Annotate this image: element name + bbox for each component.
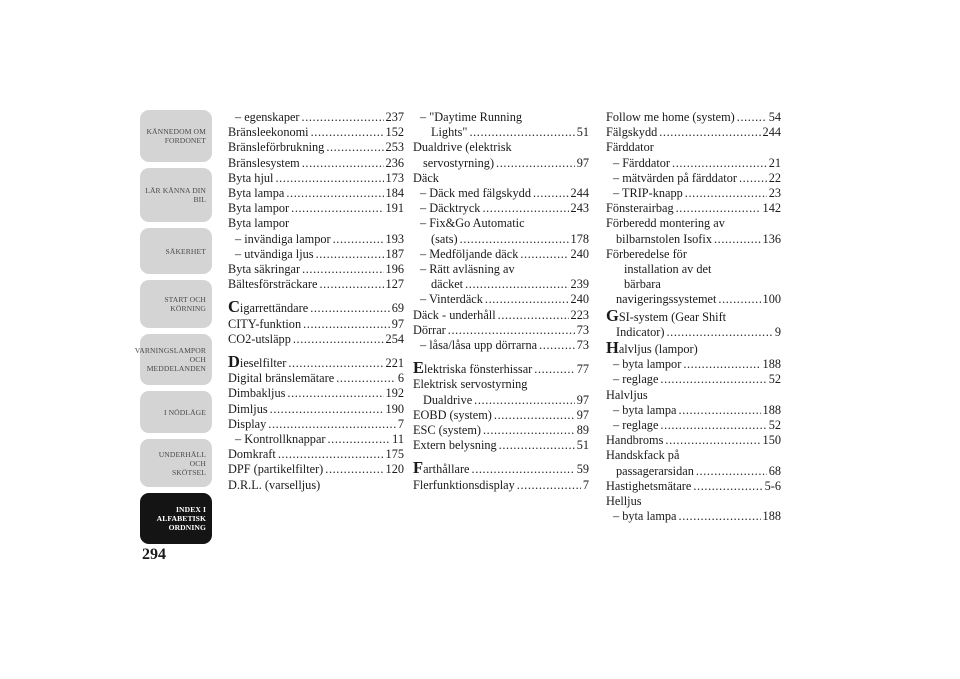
entry-title: Däck - underhåll [413, 307, 496, 322]
leader-dots [676, 201, 761, 216]
chapter-tab-3[interactable] [140, 228, 212, 274]
chapter-tab-5[interactable] [134, 334, 212, 385]
chapter-tab-label: I NÖDLÄGE [163, 407, 206, 417]
entry-title: Display [228, 416, 267, 431]
index-entry [228, 140, 404, 155]
entry-title: Follow me home (system) [606, 110, 735, 124]
index-column-2 [413, 110, 589, 493]
leader-dots [268, 417, 396, 432]
chapter-tab-strip [134, 110, 212, 544]
leader-dots [517, 478, 581, 493]
leader-dots [275, 171, 383, 186]
index-entry [228, 371, 404, 386]
entry-continuation: Indicator) [616, 324, 665, 339]
leader-dots [696, 464, 767, 479]
page-reference[interactable]: 152 [385, 125, 404, 140]
index-entry [228, 232, 404, 247]
chapter-tab-label: UNDERHÅLL OCH SKÖTSEL [158, 449, 206, 477]
leader-dots [302, 110, 384, 125]
entry-continuation: installation av det [624, 262, 712, 277]
page-reference[interactable]: 223 [570, 307, 589, 322]
entry-title: CO2-utsläpp [228, 331, 291, 346]
entry-title: – Vinterdäck [420, 292, 483, 307]
leader-dots [693, 479, 762, 494]
page-reference[interactable]: 190 [385, 401, 404, 416]
page-reference[interactable]: 184 [385, 186, 404, 201]
leader-dots [714, 232, 761, 247]
index-entry [413, 408, 589, 423]
entry-title: Dimbakljus [228, 386, 286, 401]
index-entry [228, 354, 404, 371]
entry-title: EOBD (system) [413, 407, 492, 422]
page-reference[interactable]: 9 [774, 324, 781, 339]
index-entry [228, 216, 404, 231]
index-entry [413, 216, 589, 246]
index-entry [413, 186, 589, 201]
page-reference[interactable]: 236 [385, 155, 404, 170]
page-reference[interactable]: 21 [768, 155, 781, 170]
entry-title: – Medföljande däck [420, 246, 519, 261]
page-reference[interactable]: 100 [762, 292, 781, 307]
leader-dots [718, 292, 760, 307]
chapter-tab-label: START OCH KÖRNING [164, 295, 206, 313]
leader-dots [679, 509, 761, 524]
entry-continuation: passagerarsidan [616, 463, 694, 478]
page-reference[interactable]: 192 [385, 386, 404, 401]
leader-dots [739, 171, 767, 186]
page-reference[interactable]: 51 [576, 125, 589, 140]
leader-dots [270, 402, 384, 417]
index-entry [606, 494, 781, 509]
chapter-tab-label: VARNINGSLAMPOR OCH MEDDELANDEN [134, 346, 206, 373]
page-reference[interactable]: 244 [762, 125, 781, 140]
entry-title: Dimljus [228, 401, 268, 416]
entry-title: Domkraft [228, 447, 276, 462]
entry-title: Extern belysning [413, 438, 497, 453]
leader-dots [302, 156, 384, 171]
page-reference[interactable]: 54 [768, 110, 781, 124]
page-reference[interactable]: 191 [385, 201, 404, 216]
entry-title: Handskfack på [606, 448, 680, 463]
entry-title: Cigarrettändare [228, 297, 309, 317]
leader-dots [660, 372, 766, 387]
leader-dots [683, 357, 760, 372]
leader-dots [485, 292, 569, 307]
leader-dots [302, 262, 383, 277]
leader-dots [328, 432, 391, 447]
page-reference[interactable]: 22 [768, 170, 781, 185]
entry-title: – TRIP-knapp [613, 186, 683, 201]
index-entry [228, 171, 404, 186]
index-entry [606, 418, 781, 433]
entry-title: – låsa/låsa upp dörrarna [420, 338, 538, 353]
leader-dots [316, 247, 384, 262]
entry-title: – mätvärden på färddator [613, 170, 737, 185]
page-reference[interactable]: 253 [385, 140, 404, 155]
entry-continuation: (sats) [431, 231, 458, 246]
index-entry [606, 305, 781, 340]
index-entry [228, 201, 404, 216]
leader-dots [293, 332, 384, 347]
entry-title: Byta lampor [228, 216, 290, 231]
leader-dots [672, 156, 767, 171]
index-entry [606, 388, 781, 403]
entry-title: Elektriska fönsterhissar [413, 358, 533, 378]
index-entry [228, 447, 404, 462]
entry-title: Byta lampa [228, 186, 285, 201]
index-entry [413, 110, 589, 140]
page-reference[interactable]: 52 [768, 372, 781, 387]
page-reference[interactable]: 240 [570, 246, 589, 261]
leader-dots [448, 323, 575, 338]
chapter-tab-label: INDEX I ALFABETISK ORDNING [156, 505, 206, 532]
index-entry [606, 372, 781, 387]
entry-title: Farthållare [413, 458, 470, 478]
index-entry [228, 186, 404, 201]
leader-dots [660, 418, 766, 433]
entry-title: ESC (system) [413, 423, 481, 438]
entry-title: – reglage [613, 418, 659, 433]
leader-dots [286, 186, 383, 201]
entry-title: – invändiga lampor [235, 231, 331, 246]
index-entry [606, 479, 781, 494]
page-reference[interactable]: 52 [768, 418, 781, 433]
index-entry [606, 171, 781, 186]
entry-continuation: bärbara [624, 277, 661, 292]
index-entry [228, 462, 404, 477]
index-entry [228, 332, 404, 347]
page-reference[interactable]: 193 [385, 231, 404, 246]
chapter-tab-2[interactable] [140, 168, 212, 222]
chapter-tab-label: LÄR KÄNNA DIN BIL [145, 186, 206, 204]
index-entry [413, 140, 589, 170]
leader-dots [494, 408, 575, 423]
leader-dots [469, 125, 574, 140]
index-entry [606, 156, 781, 171]
entry-title: – Däck med fälgskydd [420, 186, 531, 201]
page-reference[interactable]: 221 [385, 356, 404, 371]
page-reference[interactable]: 136 [762, 231, 781, 246]
page-reference[interactable]: 243 [570, 201, 589, 216]
entry-title: Fälgskydd [606, 125, 658, 140]
leader-dots [303, 317, 390, 332]
entry-title: – byta lampor [613, 357, 682, 372]
entry-title: D.R.L. (varselljus) [228, 477, 321, 492]
page-reference[interactable]: 187 [385, 246, 404, 261]
index-entry [228, 247, 404, 262]
chapter-tab-4[interactable] [140, 280, 212, 328]
index-entry [606, 247, 781, 308]
entry-title: Bränsleförbrukning [228, 140, 325, 155]
index-entry [413, 338, 589, 353]
leader-dots [665, 433, 760, 448]
leader-dots [534, 362, 574, 377]
entry-title: – Rätt avläsning av [420, 262, 515, 277]
entry-title: – egenskaper [235, 110, 300, 124]
index-entry [413, 247, 589, 262]
index-entry [228, 432, 404, 447]
page-reference[interactable]: 7 [582, 477, 589, 492]
index-entry [413, 460, 589, 477]
leader-dots [310, 301, 390, 316]
leader-dots [659, 125, 760, 140]
index-entry [606, 509, 781, 524]
entry-title: CITY-funktion [228, 316, 302, 331]
page-reference[interactable]: 175 [385, 447, 404, 462]
entry-title: Förberedelse för [606, 246, 687, 261]
entry-title: Dieselfilter [228, 352, 287, 372]
entry-title: Bältesförsträckare [228, 277, 318, 292]
index-entry [228, 417, 404, 432]
entry-title: Bränslesystem [228, 155, 300, 170]
entry-title: – utvändiga ljus [235, 246, 314, 261]
leader-dots [496, 156, 575, 171]
index-entry [606, 448, 781, 478]
entry-continuation: däcket [431, 277, 464, 292]
page-reference[interactable]: 142 [762, 201, 781, 216]
index-entry [413, 360, 589, 377]
entry-continuation: navigeringssystemet [616, 292, 717, 307]
chapter-tab-label: SÄKERHET [165, 246, 206, 256]
entry-continuation: Dualdrive [423, 392, 473, 407]
leader-dots [737, 110, 767, 125]
index-entry [606, 201, 781, 216]
page-reference[interactable]: 69 [391, 301, 404, 316]
index-entry [228, 156, 404, 171]
page-reference[interactable]: 97 [391, 316, 404, 331]
leader-dots [520, 247, 568, 262]
index-entry [606, 357, 781, 372]
entry-title: – "Daytime Running [420, 110, 523, 124]
page-reference[interactable]: 23 [768, 186, 781, 201]
entry-title: Bränsleekonomi [228, 125, 309, 140]
entry-title: – reglage [613, 372, 659, 387]
index-entry [413, 201, 589, 216]
entry-title: – Kontrollknappar [235, 432, 326, 447]
leader-dots [472, 462, 575, 477]
entry-title: Dualdrive (elektrisk [413, 140, 512, 155]
entry-title: Flerfunktionsdisplay [413, 477, 515, 492]
page-reference[interactable]: 237 [385, 110, 404, 124]
index-entry [413, 423, 589, 438]
leader-dots [326, 140, 383, 155]
page-reference[interactable]: 188 [762, 402, 781, 417]
entry-title: Halvljus (lampor) [606, 338, 698, 358]
index-entry [606, 340, 781, 357]
entry-title: – Däcktryck [420, 201, 481, 216]
index-entry [413, 262, 589, 292]
entry-title: – Färddator [613, 155, 671, 170]
entry-title: Halvljus [606, 387, 648, 402]
leader-dots [291, 201, 383, 216]
leader-dots [465, 277, 568, 292]
entry-continuation: servostyrning) [423, 155, 495, 170]
page-reference[interactable]: 7 [397, 416, 404, 431]
entry-title: Byta lampor [228, 201, 290, 216]
leader-dots [539, 338, 575, 353]
page-reference[interactable]: 178 [570, 231, 589, 246]
leader-dots [333, 232, 384, 247]
leader-dots [474, 393, 575, 408]
index-entry [228, 262, 404, 277]
index-entry [606, 403, 781, 418]
page-reference[interactable]: 120 [385, 462, 404, 477]
index-entry [606, 140, 781, 155]
page-reference[interactable]: 59 [576, 462, 589, 477]
entry-title: Digital bränslemätare [228, 371, 335, 386]
index-column-1 [228, 110, 404, 493]
index-entry [228, 125, 404, 140]
index-entry [228, 299, 404, 316]
page-reference[interactable]: 188 [762, 357, 781, 372]
entry-continuation: Lights" [431, 125, 468, 140]
index-entry [228, 317, 404, 332]
leader-dots [460, 232, 569, 247]
entry-title: Handbroms [606, 433, 664, 448]
page-reference[interactable]: 196 [385, 262, 404, 277]
page-reference[interactable]: 239 [570, 277, 589, 292]
index-entry [228, 478, 404, 493]
chapter-tab-label: KÄNNEDOM OM FORDONET [146, 127, 206, 145]
leader-dots [325, 462, 383, 477]
chapter-tab-7[interactable] [140, 439, 212, 487]
page-reference[interactable]: 51 [576, 438, 589, 453]
leader-dots [319, 277, 383, 292]
entry-title: Hastighetsmätare [606, 478, 692, 493]
leader-dots [311, 125, 384, 140]
page-reference[interactable]: 77 [576, 362, 589, 377]
entry-title: – byta lampa [613, 402, 677, 417]
entry-title: – byta lampa [613, 509, 677, 524]
page-reference[interactable]: 244 [570, 186, 589, 201]
entry-title: Förberedd montering av [606, 216, 725, 231]
leader-dots [288, 356, 383, 371]
leader-dots [336, 371, 396, 386]
entry-title: DPF (partikelfilter) [228, 462, 324, 477]
index-entry [606, 216, 781, 246]
page-number: 294 [142, 546, 166, 563]
page-reference[interactable]: 240 [570, 292, 589, 307]
entry-title: GSI-system (Gear Shift [606, 305, 727, 325]
entry-continuation: bilbarnstolen Isofix [616, 231, 712, 246]
leader-dots [483, 423, 575, 438]
entry-title: Fönsterairbag [606, 201, 674, 216]
entry-title: Elektrisk servostyrning [413, 377, 528, 392]
index-entry [413, 308, 589, 323]
index-entry [413, 478, 589, 493]
entry-title: Helljus [606, 494, 642, 509]
index-entry [606, 433, 781, 448]
chapter-tab-8[interactable] [140, 493, 212, 544]
index-column-3 [606, 110, 781, 524]
entry-title: – Fix&Go Automatic [420, 216, 525, 231]
page-reference[interactable]: 89 [576, 423, 589, 438]
chapter-tab-1[interactable] [140, 110, 212, 162]
leader-dots [499, 438, 575, 453]
entry-title: Däck [413, 170, 439, 185]
leader-dots [482, 201, 568, 216]
index-entry [413, 171, 589, 186]
page-reference[interactable]: 188 [762, 509, 781, 524]
entry-title: Byta säkringar [228, 262, 301, 277]
index-entry [413, 377, 589, 407]
index-entry [413, 292, 589, 307]
page-reference[interactable]: 5-6 [764, 478, 781, 493]
index-entry [228, 277, 404, 292]
index-entry [228, 110, 404, 125]
leader-dots [666, 325, 772, 340]
index-entry [606, 125, 781, 140]
entry-title: Byta hjul [228, 170, 274, 185]
index-entry [606, 186, 781, 201]
leader-dots [498, 308, 569, 323]
leader-dots [685, 186, 767, 201]
leader-dots [287, 386, 383, 401]
page-reference[interactable]: 150 [762, 433, 781, 448]
page-reference[interactable]: 97 [576, 392, 589, 407]
index-entry [228, 386, 404, 401]
page-reference[interactable]: 6 [397, 371, 404, 386]
page-reference[interactable]: 97 [576, 155, 589, 170]
page-reference[interactable]: 11 [392, 432, 404, 447]
page-reference[interactable]: 73 [576, 322, 589, 337]
index-entry [413, 438, 589, 453]
page-reference[interactable]: 254 [385, 331, 404, 346]
page-reference[interactable]: 68 [768, 463, 781, 478]
entry-title: Dörrar [413, 322, 446, 337]
index-entry [413, 323, 589, 338]
leader-dots [533, 186, 569, 201]
entry-title: Färddator [606, 140, 654, 155]
leader-dots [679, 403, 761, 418]
leader-dots [278, 447, 384, 462]
page-reference[interactable]: 173 [385, 170, 404, 185]
index-entry [228, 402, 404, 417]
page-reference[interactable]: 97 [576, 407, 589, 422]
page-reference[interactable]: 73 [576, 338, 589, 353]
index-entry [606, 110, 781, 125]
chapter-tab-6[interactable] [140, 391, 212, 433]
page-reference[interactable]: 127 [385, 277, 404, 292]
